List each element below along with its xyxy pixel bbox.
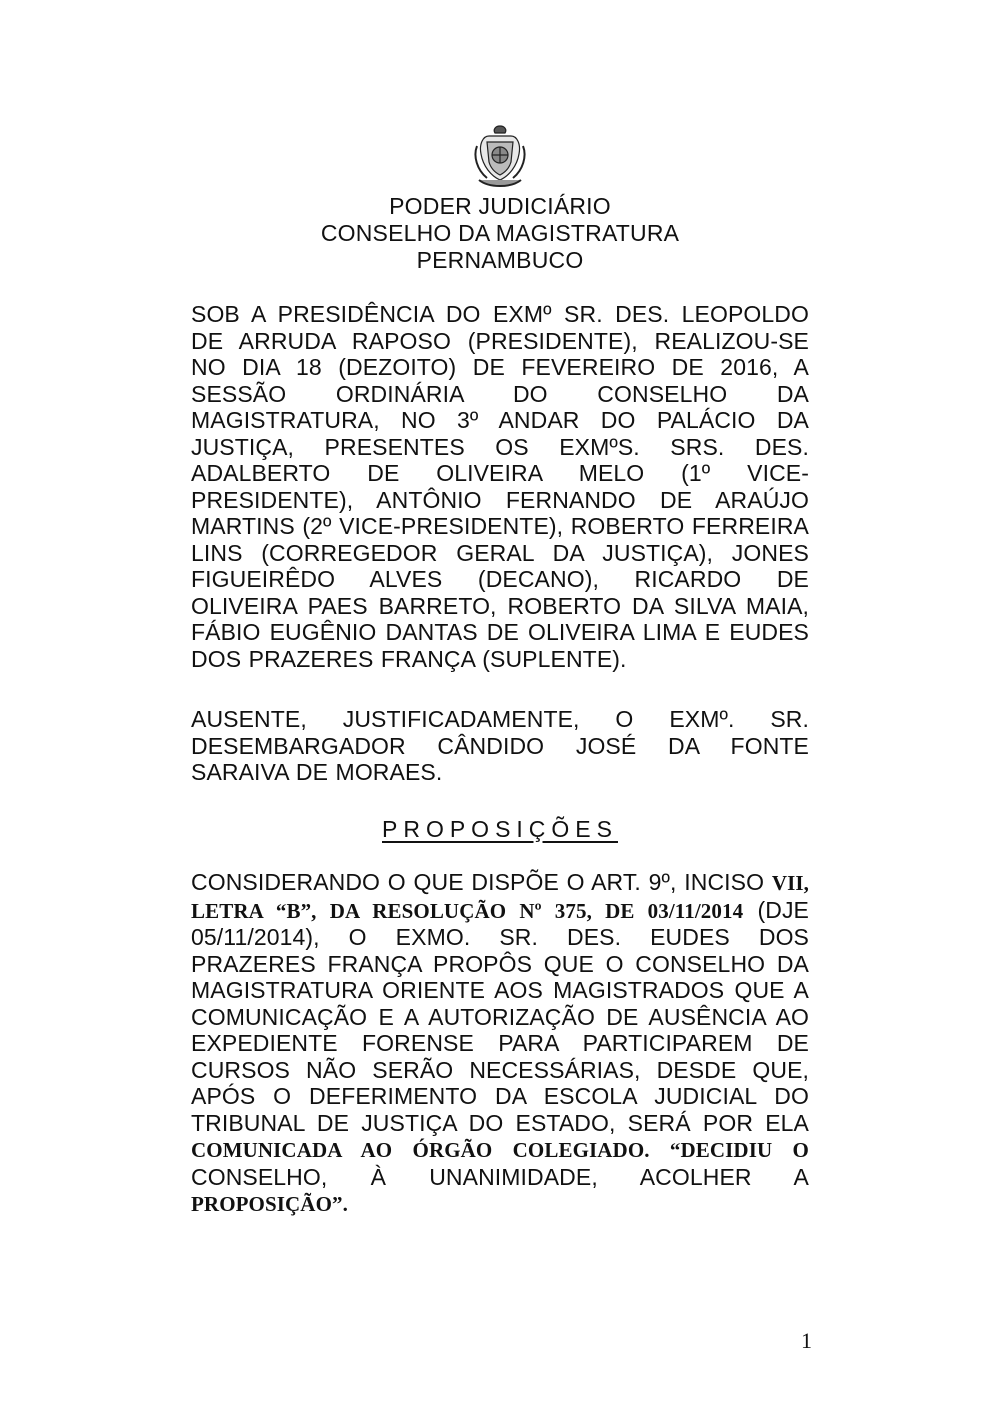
absence-paragraph: AUSENTE, JUSTIFICADAMENTE, O EXMº. SR. DESEMBARGADOR CÂNDIDO JOSÉ DA FONTE SARAIVA DE MORAES. [191, 706, 809, 785]
decision-text: CONSELHO, À UNANIMIDADE, ACOLHER A [191, 1163, 809, 1190]
header-line-judiciary: PODER JUDICIÁRIO [389, 193, 611, 219]
section-title: PROPOSIÇÕES [382, 816, 618, 842]
session-paragraph: SOB A PRESIDÊNCIA DO EXMº SR. DES. LEOPOLDO DE ARRUDA RAPOSO (PRESIDENTE), REALIZOU-SE NO DIA 18 (DEZOITO) DE FEVEREIRO DE 2016, A SESSÃO ORDINÁRIA DO CONSELHO DA MAGISTRATURA, NO 3º ANDAR DO PALÁCIO DA JUSTIÇA, PRESENTES OS EXMºS. SRS. DES. ADALBERTO DE OLIVEIRA MELO (1º VICE-PRESIDENTE), ANTÔNIO FERNANDO DE ARAÚJO MARTINS (2º VICE-PRESIDENTE), ROBERTO FERREIRA LINS (CORREGEDOR GERAL DA JUSTIÇA), JONES FIGUEIRÊDO ALVES (DECANO), RICARDO DE OLIVEIRA PAES BARRETO, ROBERTO DA SILVA MAIA, FÁBIO EUGÊNIO DANTAS DE OLIVEIRA LIMA E EUDES DOS PRAZERES FRANÇA (SUPLENTE). [191, 301, 809, 672]
header-line-council: CONSELHO DA MAGISTRATURA [320, 220, 680, 246]
coat-of-arms-icon [469, 122, 531, 190]
proposition-text-2: (DJE 05/11/2014), O EXMO. SR. DES. EUDES DOS PRAZERES FRANÇA PROPÔS QUE O CONSELHO DA MAGISTRATURA ORIENTE AOS MAGISTRADOS QUE A COMUNICAÇÃO E A AUTORIZAÇÃO DE AUSÊNCIA AO EXPEDIENTE FORENSE PARA PARTICIPAREM DE CURSOS NÃO SERÃO NECESSÁRIAS, DESDE QUE, APÓS O DEFERIMENTO DA ESCOLA JUDICIAL DO TRIBUNAL DE JUSTIÇA DO ESTADO, SERÁ POR ELA [191, 896, 809, 1136]
proposition-paragraph [191, 869, 809, 1218]
header-line-state: PERNAMBUCO [416, 247, 584, 273]
resolution-reference: VII, LETRA “B”, DA RESOLUÇÃO Nº 375, DE 03/11/2014 [191, 871, 809, 923]
decision-end-bold: PROPOSIÇÃO”. [191, 1192, 348, 1216]
document-header [190, 193, 810, 274]
proposition-text-1: CONSIDERANDO O QUE DISPÕE O ART. 9º, INCISO [191, 869, 772, 895]
decision-text-bold: COMUNICADA AO ÓRGÃO COLEGIADO. “DECIDIU O [191, 1138, 809, 1162]
page-number: 1 [801, 1328, 812, 1353]
